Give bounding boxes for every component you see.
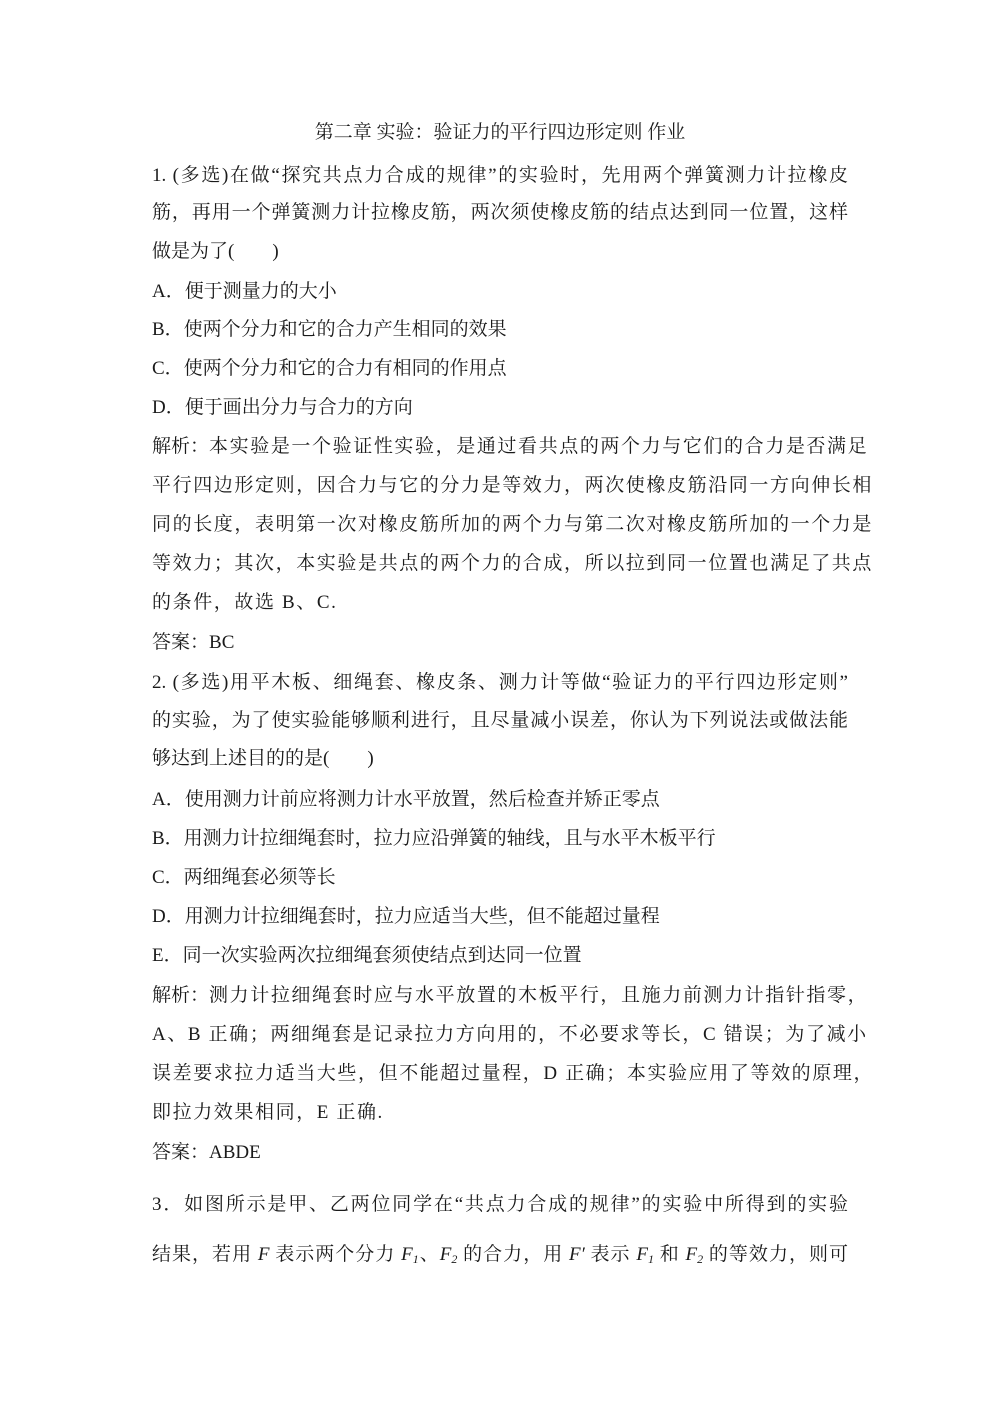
text: 结果，若用 — [152, 1244, 258, 1265]
symbol-f-prime: F′ — [569, 1244, 585, 1265]
question-1-stem-line: 筋，再用一个弹簧测力计拉橡皮筋，两次须使橡皮筋的结点达到同一位置，这样 — [152, 202, 848, 223]
symbol-letter: F — [636, 1244, 648, 1265]
question-1-analysis-line: 平行四边形定则，因合力与它的分力是等效力，两次使橡皮筋沿同一方向伸长相 — [152, 475, 874, 496]
symbol-f1 — [401, 1244, 419, 1265]
question-3-stem-line: 3．如图所示是甲、乙两位同学在“共点力合成的规律”的实验中所得到的实验 — [152, 1194, 848, 1215]
question-1-option-b: B．使两个分力和它的合力产生相同的效果 — [152, 319, 507, 340]
page-title: 第二章 实验：验证力的平行四边形定则 作业 — [314, 122, 686, 143]
question-1-option-c: C．使两个分力和它的合力有相同的作用点 — [152, 358, 507, 379]
question-1-analysis-line: 的条件，故选 B、C. — [152, 592, 338, 613]
answer-value: ABDE — [209, 1142, 261, 1163]
text: 的合力，用 — [457, 1244, 569, 1265]
question-2-stem-line: 的实验，为了使实验能够顺利进行，且尽量减小误差，你认为下列说法或做法能 — [152, 710, 848, 731]
question-2-analysis-line — [152, 984, 869, 1008]
question-2-analysis-line: 误差要求拉力适当大些，但不能超过量程，D 正确；本实验应用了等效的原理， — [152, 1063, 875, 1084]
answer-label: 答案： — [152, 1142, 210, 1163]
symbol-letter: F — [439, 1244, 452, 1265]
symbol-f1 — [636, 1244, 654, 1265]
question-2-option-c: C．两细绳套必须等长 — [152, 867, 336, 888]
symbol-letter: F — [685, 1244, 698, 1265]
subscript: 1 — [412, 1252, 419, 1266]
analysis-text: 测力计拉细绳套时应与水平放置的木板平行，且施力前测力计指针指零， — [209, 985, 869, 1006]
subscript: 2 — [451, 1252, 458, 1266]
question-1-answer — [152, 631, 234, 655]
question-1-stem-line: 1. (多选)在做“探究共点力合成的规律”的实验时，先用两个弹簧测力计拉橡皮 — [152, 165, 848, 186]
symbol-f2 — [686, 1244, 704, 1265]
subscript: 2 — [697, 1252, 704, 1266]
question-2-option-a: A．使用测力计前应将测力计水平放置，然后检查并矫正零点 — [152, 789, 660, 810]
question-2-analysis-line: 即拉力效果相同，E 正确. — [152, 1102, 384, 1123]
symbol-letter: F — [401, 1244, 413, 1265]
text: 、 — [418, 1244, 440, 1265]
question-2-answer — [152, 1141, 261, 1165]
question-1-option-a: A．便于测量力的大小 — [152, 281, 337, 302]
text: 表示 — [584, 1244, 637, 1265]
analysis-label: 解析： — [152, 985, 210, 1006]
question-2-stem-line: 够达到上述目的的是( ) — [152, 748, 374, 769]
question-2-stem-line: 2. (多选)用平木板、细绳套、橡皮条、测力计等做“验证力的平行四边形定则” — [152, 672, 848, 693]
question-1-stem-line: 做是为了( ) — [152, 241, 279, 262]
answer-label: 答案： — [152, 632, 210, 653]
text: 的等效力，则可 — [703, 1244, 848, 1265]
question-1-option-d: D．便于画出分力与合力的方向 — [152, 397, 413, 418]
question-2-option-e: E．同一次实验两次拉细绳套须使结点到达同一位置 — [152, 945, 582, 966]
text: 表示两个分力 — [269, 1244, 402, 1265]
analysis-label: 解析： — [152, 436, 210, 457]
answer-value: BC — [209, 632, 235, 653]
question-2-option-d: D．用测力计拉细绳套时，拉力应适当大些，但不能超过量程 — [152, 906, 660, 927]
subscript: 1 — [647, 1252, 654, 1266]
text: 和 — [653, 1244, 686, 1265]
symbol-f2 — [440, 1244, 458, 1265]
question-3-stem-line — [152, 1243, 848, 1267]
question-1-analysis-line: 等效力；其次，本实验是共点的两个力的合成，所以拉到同一位置也满足了共点 — [152, 553, 874, 574]
question-2-analysis-line: A、B 正确；两细绳套是记录拉力方向用的，不必要求等长，C 错误；为了减小 — [152, 1024, 868, 1045]
symbol-f: F — [257, 1244, 270, 1265]
question-2-option-b: B．用测力计拉细绳套时，拉力应沿弹簧的轴线，且与水平木板平行 — [152, 828, 716, 849]
question-1-analysis-line: 同的长度，表明第一次对橡皮筋所加的两个力与第二次对橡皮筋所加的一个力是 — [152, 514, 874, 535]
analysis-text: 本实验是一个验证性实验，是通过看共点的两个力与它们的合力是否满足 — [209, 436, 869, 457]
question-1-analysis-line — [152, 435, 869, 459]
